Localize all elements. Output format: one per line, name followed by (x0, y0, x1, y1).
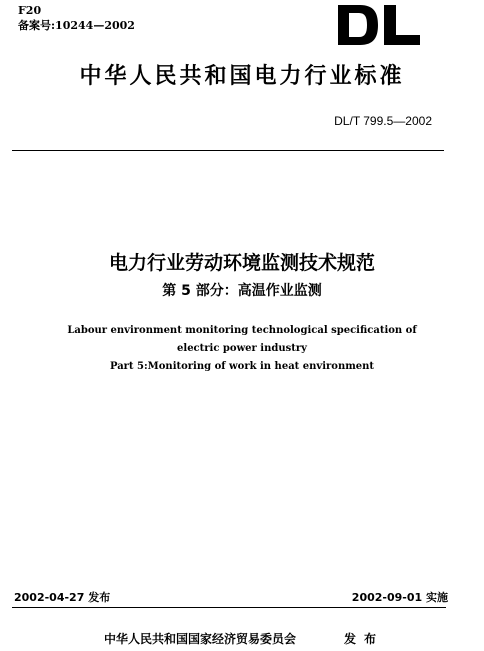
bottom-divider (12, 607, 446, 608)
record-number: 备案号:10244—2002 (18, 19, 135, 32)
issue-label: 发布 (344, 632, 385, 646)
classification-code: F20 (18, 4, 42, 17)
chinese-part-title: 第 5 部分：高温作业监测 (162, 283, 322, 299)
english-title-line-1: Labour environment monitoring technological specification of (67, 325, 417, 336)
chinese-title: 电力行业劳动环境监测技术规范 (108, 252, 375, 274)
industry-standard-title: 中华人民共和国电力行业标准 (79, 64, 405, 89)
english-part-title: Part 5:Monitoring of work in heat environment (109, 361, 375, 372)
top-divider (12, 150, 444, 151)
dl-logo-letter-l (384, 5, 420, 45)
dl-logo (338, 5, 420, 45)
implementation-date: 2002-09-01 实施 (351, 591, 448, 604)
english-title-line-2: electric power industry (177, 343, 307, 354)
standard-number: DL/T 799.5—2002 (334, 114, 432, 128)
dl-logo-letter-d (338, 5, 378, 45)
issue-date: 2002-04-27 发布 (14, 591, 111, 604)
issuing-authority: 中华人民共和国国家经济贸易委员会 (104, 632, 297, 646)
